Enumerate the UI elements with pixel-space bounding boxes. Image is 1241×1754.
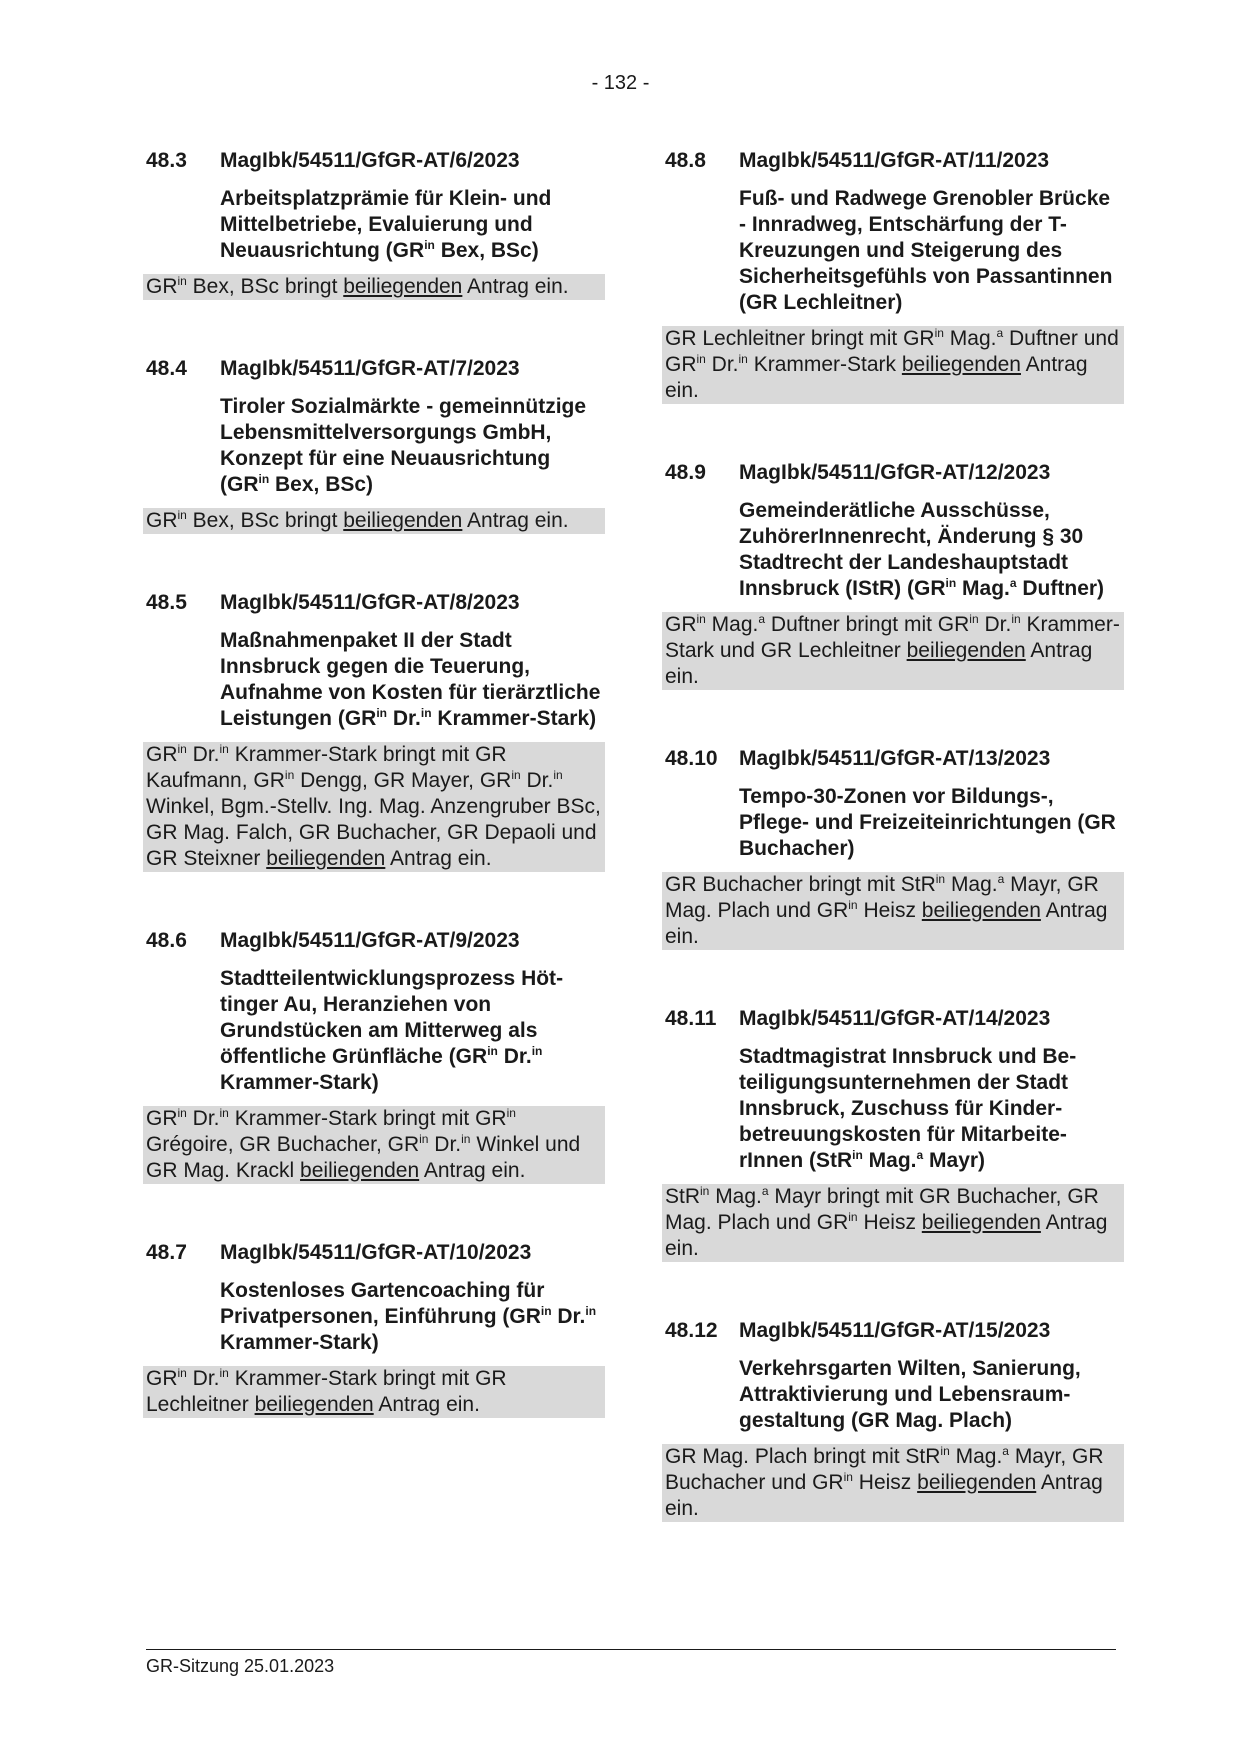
item-motion-text: [662, 1444, 1124, 1522]
text-run: Antrag ein.: [665, 639, 1093, 688]
text-run: Duftner): [1016, 577, 1105, 600]
superscript: in: [258, 472, 270, 486]
text-run: Antrag ein.: [665, 1471, 1103, 1520]
text-run: Dr.: [387, 707, 421, 730]
superscript: a: [761, 1184, 769, 1198]
superscript: in: [843, 1470, 853, 1484]
text-run: GR Buchacher bringt mit StR: [665, 873, 936, 896]
text-run: StR: [665, 1185, 701, 1208]
text-run: Grégoire, GR Buchacher, GR: [146, 1133, 420, 1156]
agenda-item: [146, 928, 602, 1184]
text-run: Antrag ein.: [462, 275, 569, 298]
text-run: Stadtteilentwicklungsprozess Höttinger Au, Heranziehen von Grundstücken am Mitterweg als öffentliche Grünfläche (GR: [220, 967, 564, 1068]
superscript: in: [553, 768, 563, 782]
underlined-word: beiliegenden: [906, 639, 1026, 662]
text-run: Mag.: [709, 1185, 762, 1208]
item-title: [739, 186, 1121, 316]
item-heading: [665, 1006, 1121, 1032]
text-run: Mag.: [943, 327, 997, 350]
text-run: Tempo-30-Zonen vor Bildungs-, Pflege- und Freizeiteinrichtungen (GR Buchacher): [739, 785, 1116, 860]
item-motion-text: [143, 274, 605, 300]
item-reference: MagIbk/54511/GfGR-AT/12/2023: [739, 461, 1051, 484]
superscript: in: [419, 1132, 429, 1146]
item-title: [220, 628, 602, 732]
text-run: Dr.: [186, 743, 220, 766]
text-run: Krammer-Stark): [220, 1071, 379, 1094]
text-run: Mayr bringt mit GR Buchacher, GR Mag. Plach und GR: [665, 1185, 1099, 1234]
superscript: in: [177, 1106, 187, 1120]
item-number: 48.10: [665, 747, 718, 770]
text-run: Maßnahmenpaket II der Stadt Innsbruck gegen die Teuerung, Aufnahme von Kosten für tierärztliche Leistungen (GR: [220, 629, 601, 730]
superscript: in: [461, 1132, 471, 1146]
superscript: in: [1011, 612, 1021, 626]
text-run: Antrag ein.: [665, 899, 1108, 948]
text-run: Fuß- und Radwege Grenobler Brücke - Innradweg, Entschärfung der T-Kreuzungen und Steigerung des Sicherheitsgefühls von Passantinnen (GR Lechleitner): [739, 187, 1113, 314]
underlined-word: beiliegenden: [254, 1393, 374, 1416]
item-heading: [146, 928, 602, 954]
text-run: Krammer-Stark: [747, 353, 902, 376]
text-run: Kostenloses Gartencoaching für Privatpersonen, Einführung (GR: [220, 1279, 545, 1328]
underlined-word: beiliegenden: [266, 847, 386, 870]
superscript: in: [177, 274, 187, 288]
text-run: Mag.: [956, 577, 1010, 600]
text-run: Antrag ein.: [665, 1211, 1108, 1260]
text-run: Dr.: [978, 613, 1012, 636]
text-run: Antrag ein.: [419, 1159, 526, 1182]
underlined-word: beiliegenden: [917, 1471, 1037, 1494]
item-reference: MagIbk/54511/GfGR-AT/9/2023: [220, 929, 520, 952]
text-run: GR: [665, 613, 697, 636]
text-run: Heisz: [857, 1211, 922, 1234]
text-run: Antrag ein.: [665, 353, 1088, 402]
left-column: [146, 148, 602, 1474]
text-run: Verkehrsgarten Wilten, Sanierung, Attraktivierung und Lebensraumgestaltung (GR Mag. Plach): [739, 1357, 1081, 1432]
text-run: GR: [146, 1107, 178, 1130]
superscript: a: [1002, 1444, 1009, 1458]
superscript: in: [177, 742, 187, 756]
superscript: in: [177, 508, 187, 522]
item-motion-text: [662, 326, 1124, 404]
text-run: Dr.: [705, 353, 739, 376]
text-run: Winkel und GR Mag. Krackl: [146, 1133, 581, 1182]
superscript: in: [487, 1044, 498, 1058]
text-run: Antrag ein.: [385, 847, 492, 870]
item-reference: MagIbk/54511/GfGR-AT/8/2023: [220, 591, 520, 614]
superscript: in: [738, 352, 748, 366]
item-heading: [665, 460, 1121, 486]
item-heading: [146, 356, 602, 382]
item-title: [220, 186, 602, 264]
item-heading: [665, 746, 1121, 772]
item-motion-text: [662, 612, 1124, 690]
text-run: Mayr, GR Mag. Plach und GR: [665, 873, 1099, 922]
text-run: GR Lechleitner bringt mit GR: [665, 327, 935, 350]
text-run: GR Mag. Plach bringt mit StR: [665, 1445, 941, 1468]
item-number: 48.11: [665, 1007, 717, 1030]
item-title: [739, 1044, 1121, 1174]
underlined-word: beiliegenden: [921, 1211, 1041, 1234]
item-number: 48.7: [146, 1241, 187, 1264]
agenda-item: [146, 590, 602, 872]
superscript: in: [219, 742, 229, 756]
superscript: a: [916, 1148, 924, 1162]
underlined-word: beiliegenden: [921, 899, 1041, 922]
text-run: Antrag ein.: [373, 1393, 480, 1416]
superscript: a: [1009, 576, 1017, 590]
agenda-item: [146, 356, 602, 534]
text-run: Bex, BSc): [269, 473, 374, 496]
superscript: in: [511, 768, 521, 782]
text-run: Duftner und GR: [665, 327, 1119, 376]
superscript: in: [540, 1304, 552, 1318]
underlined-word: beiliegenden: [901, 353, 1021, 376]
text-run: Dr.: [186, 1107, 220, 1130]
item-title: [739, 1356, 1121, 1434]
item-motion-text: [662, 1184, 1124, 1262]
text-run: Mag.: [705, 613, 759, 636]
superscript: in: [177, 1366, 187, 1380]
item-motion-text: [143, 1366, 605, 1418]
superscript: in: [506, 1106, 516, 1120]
item-reference: MagIbk/54511/GfGR-AT/14/2023: [739, 1007, 1051, 1030]
item-reference: MagIbk/54511/GfGR-AT/13/2023: [739, 747, 1051, 770]
page-number: - 132 -: [591, 72, 650, 94]
item-heading: [146, 148, 602, 174]
text-run: Krammer-Stark bringt mit GR Lechleitner: [146, 1367, 507, 1416]
item-reference: MagIbk/54511/GfGR-AT/6/2023: [220, 149, 520, 172]
item-number: 48.8: [665, 149, 706, 172]
superscript: a: [758, 612, 766, 626]
item-motion-text: [662, 872, 1124, 950]
item-motion-text: [143, 1106, 605, 1184]
text-run: Heisz: [857, 899, 922, 922]
item-title: [739, 498, 1121, 602]
superscript: in: [935, 872, 946, 886]
item-reference: MagIbk/54511/GfGR-AT/7/2023: [220, 357, 520, 380]
text-run: Antrag ein.: [462, 509, 569, 532]
superscript: in: [376, 706, 388, 720]
text-run: GR: [146, 275, 178, 298]
superscript: a: [996, 326, 1004, 340]
text-run: GR: [146, 743, 178, 766]
underlined-word: beiliegenden: [343, 509, 463, 532]
item-title: [739, 784, 1121, 862]
text-run: Dr.: [428, 1133, 462, 1156]
text-run: Mag.: [945, 873, 998, 896]
superscript: in: [696, 352, 706, 366]
superscript: in: [969, 612, 979, 626]
item-motion-text: [143, 742, 605, 872]
superscript: in: [848, 1210, 858, 1224]
superscript: in: [852, 1148, 863, 1162]
item-title: [220, 394, 602, 498]
text-run: Bex, BSc bringt: [186, 509, 344, 532]
text-run: Mag.: [862, 1149, 917, 1172]
item-title: [220, 966, 602, 1096]
text-run: GR: [146, 1367, 178, 1390]
superscript: a: [997, 872, 1005, 886]
superscript: in: [940, 1444, 950, 1458]
agenda-item: [665, 1318, 1121, 1522]
agenda-item: [665, 1006, 1121, 1262]
item-number: 48.5: [146, 591, 187, 614]
item-title: [220, 1278, 602, 1356]
superscript: in: [420, 706, 432, 720]
text-run: Winkel, Bgm.-Stellv. Ing. Mag. Anzengruber BSc, GR Mag. Falch, GR Buchacher, GR Depaoli und GR Steixner: [146, 795, 601, 870]
text-run: Arbeitsplatzprämie für Klein- und Mittelbetriebe, Evaluierung und Neuausrichtung (GR: [220, 187, 552, 262]
text-run: Gemeinderätliche Ausschüsse, ZuhörerInnenrecht, Änderung § 30 Stadtrecht der Landeshauptstadt Innsbruck (IStR) (GR: [739, 499, 1084, 600]
item-heading: [665, 1318, 1121, 1344]
superscript: in: [219, 1366, 229, 1380]
text-run: Dr.: [520, 769, 554, 792]
agenda-item: [146, 148, 602, 300]
item-reference: MagIbk/54511/GfGR-AT/11/2023: [739, 149, 1050, 172]
superscript: in: [585, 1304, 597, 1318]
item-heading: [146, 1240, 602, 1266]
text-run: Dr.: [497, 1045, 532, 1068]
text-run: Bex, BSc bringt: [186, 275, 344, 298]
text-run: Tiroler Sozialmärkte - gemeinnützige Lebensmittelversorgungs GmbH, Konzept für eine Neuausrichtung (GR: [220, 395, 587, 496]
superscript: in: [934, 326, 944, 340]
text-run: Krammer-Stark): [220, 1331, 379, 1354]
item-motion-text: [143, 508, 605, 534]
item-number: 48.9: [665, 461, 706, 484]
footer-session-date: GR-Sitzung 25.01.2023: [146, 1656, 335, 1676]
text-run: Krammer-Stark bringt mit GR: [228, 1107, 507, 1130]
text-run: Krammer-Stark und GR Lechleitner: [665, 613, 1120, 662]
item-reference: MagIbk/54511/GfGR-AT/15/2023: [739, 1319, 1051, 1342]
footer-divider: [146, 1649, 1116, 1650]
text-run: Mayr, GR Buchacher und GR: [665, 1445, 1104, 1494]
text-run: Duftner bringt mit GR: [765, 613, 970, 636]
text-run: Heisz: [852, 1471, 918, 1494]
text-run: Mag.: [949, 1445, 1003, 1468]
text-run: Dr.: [186, 1367, 220, 1390]
item-number: 48.12: [665, 1319, 718, 1342]
agenda-item: [665, 148, 1121, 404]
underlined-word: beiliegenden: [300, 1159, 420, 1182]
text-run: GR: [146, 509, 178, 532]
text-run: Stadtmagistrat Innsbruck und Beteiligungsunternehmen der Stadt Innsbruck, Zuschuss für Kinderbetreuungskosten für MitarbeiterInnen (StR: [739, 1045, 1077, 1172]
superscript: in: [531, 1044, 543, 1058]
text-run: Mayr): [923, 1149, 986, 1172]
text-run: Krammer-Stark): [431, 707, 597, 730]
text-run: Dr.: [551, 1305, 586, 1328]
item-reference: MagIbk/54511/GfGR-AT/10/2023: [220, 1241, 532, 1264]
superscript: in: [424, 238, 435, 252]
agenda-item: [665, 746, 1121, 950]
item-number: 48.3: [146, 149, 187, 172]
superscript: in: [848, 898, 858, 912]
item-heading: [665, 148, 1121, 174]
superscript: in: [219, 1106, 229, 1120]
text-run: Dengg, GR Mayer, GR: [294, 769, 512, 792]
item-number: 48.4: [146, 357, 187, 380]
superscript: in: [945, 576, 957, 590]
superscript: in: [696, 612, 706, 626]
item-number: 48.6: [146, 929, 187, 952]
agenda-item: [665, 460, 1121, 690]
superscript: in: [284, 768, 295, 782]
superscript: in: [700, 1184, 710, 1198]
underlined-word: beiliegenden: [343, 275, 463, 298]
text-run: Bex, BSc): [434, 239, 539, 262]
text-run: Krammer-Stark bringt mit GR Kaufmann, GR: [146, 743, 507, 792]
agenda-item: [146, 1240, 602, 1418]
right-column: [665, 148, 1121, 1578]
item-heading: [146, 590, 602, 616]
